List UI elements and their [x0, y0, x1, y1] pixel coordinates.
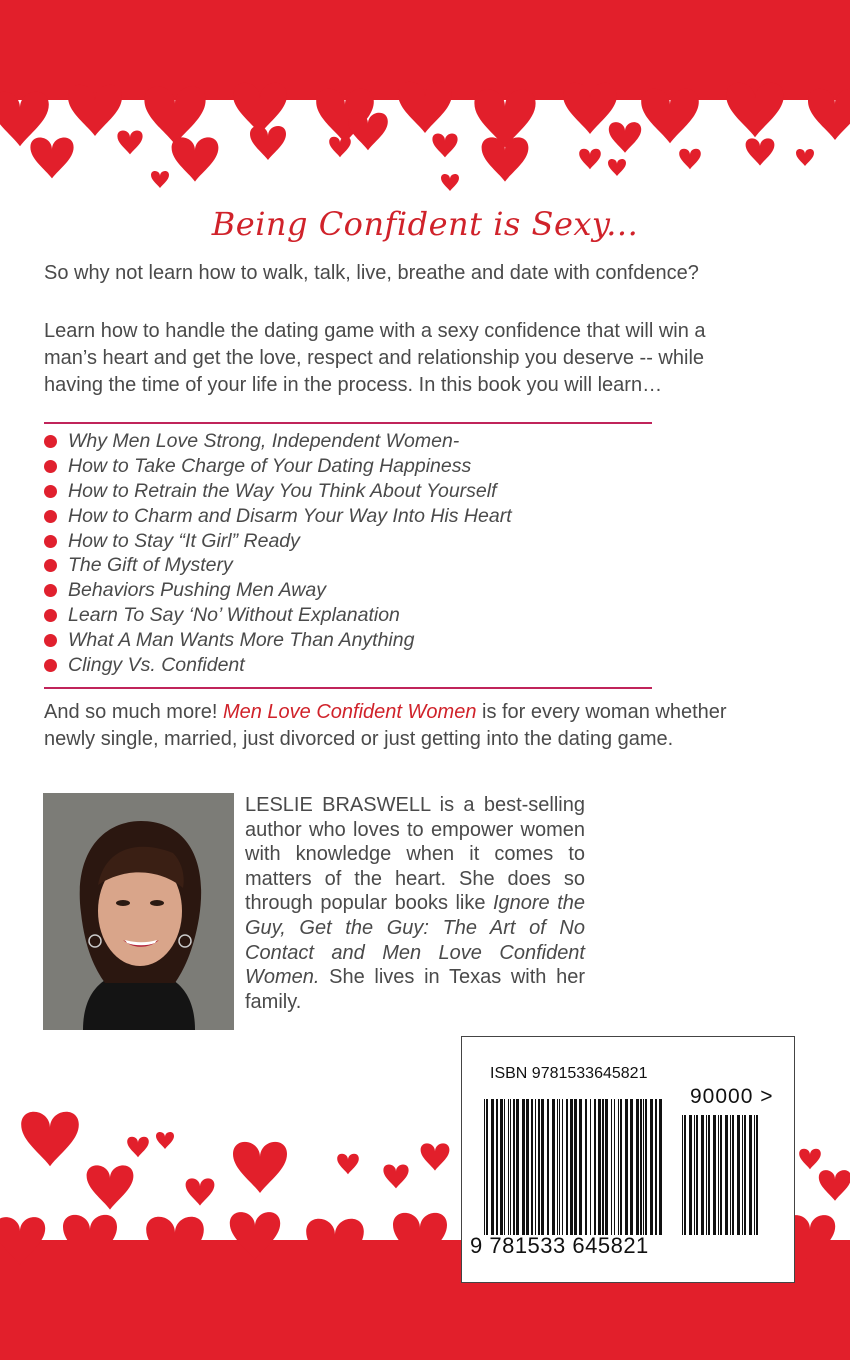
barcode-addon-bar [730, 1115, 731, 1235]
barcode-addon-bar [756, 1115, 758, 1235]
barcode-bar [605, 1099, 608, 1235]
barcode-bar [655, 1099, 657, 1235]
barcode-bars [482, 1099, 782, 1235]
bullet-dot [44, 460, 57, 473]
barcode-bar [526, 1099, 529, 1235]
list-item: How to Stay “It Girl” Ready [44, 529, 512, 554]
barcode-bar [516, 1099, 519, 1235]
barcode-addon-bar [718, 1115, 719, 1235]
pitch-paragraph: Learn how to handle the dating game with a sexy confidence that will win a man’s heart and get the love, respect and relationship you deserve -- while having the time of your life in the process. In this book you will learn… [44, 320, 706, 396]
barcode-bar [640, 1099, 642, 1235]
topic-list [44, 429, 512, 678]
barcode-bar [535, 1099, 536, 1235]
book-titles: Ignore the Guy, Get the Guy: The Art of No Contact and Men Love Confident Women. [245, 892, 585, 989]
barcode-bar [538, 1099, 540, 1235]
top-hearts-border [0, 0, 850, 210]
barcode-addon-bar [749, 1115, 752, 1235]
barcode-bar [594, 1099, 596, 1235]
bullet-dot [44, 535, 57, 548]
barcode-bar [557, 1099, 558, 1235]
list-item: Learn To Say ‘No’ Without Explanation [44, 603, 512, 628]
barcode-addon-bar [684, 1115, 686, 1235]
barcode-bar [598, 1099, 601, 1235]
barcode-addon-bar [708, 1115, 710, 1235]
barcode-bar [541, 1099, 544, 1235]
barcode-bar [620, 1099, 622, 1235]
barcode-addon-bar [682, 1115, 683, 1235]
list-item: What A Man Wants More Than Anything [44, 628, 512, 653]
bullet-dot [44, 435, 57, 448]
barcode-bar [643, 1099, 644, 1235]
bullet-dot [44, 659, 57, 672]
barcode-bar [630, 1099, 633, 1235]
barcode-bar [614, 1099, 615, 1235]
barcode-bar [625, 1099, 628, 1235]
author-bio: LESLIE BRASWELL is a best-selling author who loves to empower women with knowledge when it comes to matters of the heart. She does so through popular books like Ignore the Guy, Get the Guy: The Art of No Contact and Men Love Confident Women. She lives in Texas with her family. [245, 794, 585, 1013]
barcode-bar [504, 1099, 505, 1235]
barcode-bar [618, 1099, 619, 1235]
author-photo [43, 793, 234, 1030]
barcode-addon-bar [696, 1115, 698, 1235]
barcode-addon-bar [744, 1115, 746, 1235]
list-item: Behaviors Pushing Men Away [44, 578, 512, 603]
barcode-bar [574, 1099, 577, 1235]
barcode-addon-bar [706, 1115, 707, 1235]
barcode-addon-bar [713, 1115, 716, 1235]
bottom-divider [44, 687, 652, 689]
bullet-dot [44, 559, 57, 572]
isbn-label: ISBN 9781533645821 [490, 1065, 648, 1082]
barcode-bar [491, 1099, 494, 1235]
barcode-bar [562, 1099, 563, 1235]
barcode-bar [659, 1099, 662, 1235]
barcode-bar [570, 1099, 573, 1235]
list-item: How to Take Charge of Your Dating Happiness [44, 454, 512, 479]
list-item: Why Men Love Strong, Independent Women- [44, 429, 512, 454]
list-item: The Gift of Mystery [44, 553, 512, 578]
book-title: Men Love Confident Women [222, 701, 477, 723]
barcode-bar [636, 1099, 639, 1235]
bullet-dot [44, 510, 57, 523]
barcode-bar [590, 1099, 591, 1235]
barcode-addon-bar [725, 1115, 728, 1235]
barcode-bar [547, 1099, 549, 1235]
barcode-bar [602, 1099, 604, 1235]
bullet-dot [44, 584, 57, 597]
barcode-bar [650, 1099, 653, 1235]
barcode-bar [611, 1099, 612, 1235]
barcode-bar [510, 1099, 511, 1235]
barcode-bar [531, 1099, 533, 1235]
barcode-addon-bar [737, 1115, 740, 1235]
barcode-addon-bar [742, 1115, 743, 1235]
isbn-barcode [461, 1036, 795, 1283]
barcode-addon-bar [689, 1115, 692, 1235]
bullet-dot [44, 634, 57, 647]
barcode-addon-bar [701, 1115, 704, 1235]
barcode-bar [496, 1099, 498, 1235]
barcode-bar [566, 1099, 568, 1235]
price-code: 90000 > [690, 1085, 774, 1108]
barcode-addon-bar [694, 1115, 695, 1235]
barcode-addon-bar [720, 1115, 722, 1235]
barcode-bar [486, 1099, 488, 1235]
barcode-bar [522, 1099, 525, 1235]
barcode-bar [585, 1099, 587, 1235]
list-item: How to Charm and Disarm Your Way Into His Heart [44, 504, 512, 529]
barcode-bar [484, 1099, 485, 1235]
bullet-dot [44, 609, 57, 622]
bullet-dot [44, 485, 57, 498]
barcode-bar [645, 1099, 647, 1235]
barcode-bar [559, 1099, 560, 1235]
barcode-bar [579, 1099, 582, 1235]
barcode-addon-bar [732, 1115, 734, 1235]
intro-paragraph: So why not learn how to walk, talk, live, breathe and date with confdence? [44, 262, 699, 284]
barcode-bar [500, 1099, 503, 1235]
closing-paragraph: And so much more! Men Love Confident Women is for every woman whether newly single, married, just divorced or just getting into the dating game. [44, 701, 727, 750]
barcode-bar [552, 1099, 555, 1235]
tagline: Being Confident is Sexy... [211, 205, 639, 243]
list-item: Clingy Vs. Confident [44, 653, 512, 678]
barcode-addon-bar [754, 1115, 755, 1235]
list-item: How to Retrain the Way You Think About Yourself [44, 479, 512, 504]
top-divider [44, 422, 652, 424]
barcode-bar [513, 1099, 515, 1235]
isbn-digits: 9 781533 645821 [470, 1233, 649, 1258]
barcode-bar [508, 1099, 509, 1235]
